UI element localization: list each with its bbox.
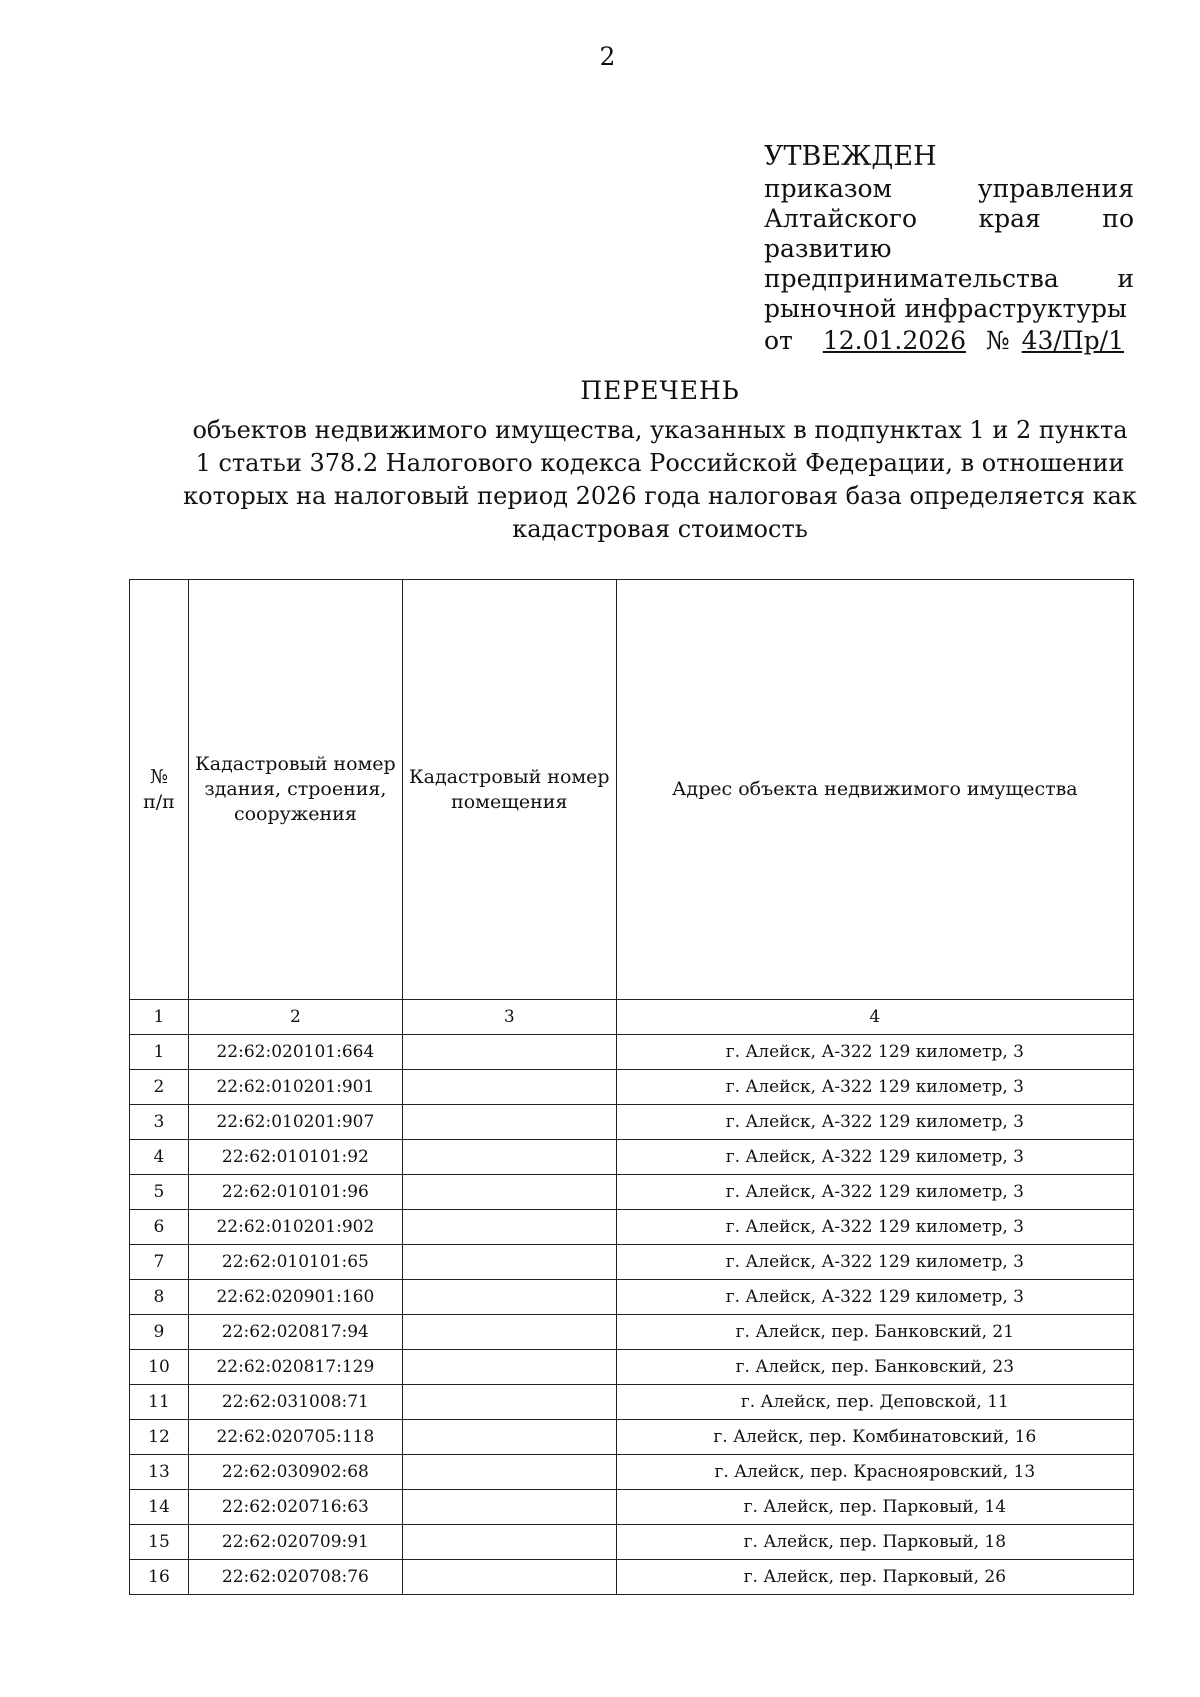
header-premises-cadastral: Кадастровый номер помещения: [402, 580, 616, 1000]
premises-cadastral-cell: [402, 1385, 616, 1420]
building-cadastral-cell: 22:62:031008:71: [188, 1385, 402, 1420]
building-cadastral-cell: 22:62:010101:96: [188, 1175, 402, 1210]
building-cadastral-cell: 22:62:020716:63: [188, 1490, 402, 1525]
premises-cadastral-cell: [402, 1245, 616, 1280]
building-cadastral-cell: 22:62:020101:664: [188, 1035, 402, 1070]
building-cadastral-cell: 22:62:020709:91: [188, 1525, 402, 1560]
table-row: [130, 1315, 1134, 1350]
row-number-cell: 9: [130, 1315, 189, 1350]
premises-cadastral-cell: [402, 1350, 616, 1385]
table-row: [130, 1490, 1134, 1525]
table-row: [130, 1105, 1134, 1140]
building-cadastral-cell: 22:62:020817:129: [188, 1350, 402, 1385]
header-number-sign: №: [149, 765, 168, 788]
row-number-cell: 4: [130, 1140, 189, 1175]
row-number-cell: 2: [130, 1070, 189, 1105]
premises-cadastral-cell: [402, 1140, 616, 1175]
building-cadastral-cell: 22:62:010201:901: [188, 1070, 402, 1105]
premises-cadastral-cell: [402, 1315, 616, 1350]
row-number-cell: 14: [130, 1490, 189, 1525]
address-cell: г. Алейск, пер. Комбинатовский, 16: [616, 1420, 1133, 1455]
premises-cadastral-cell: [402, 1105, 616, 1140]
premises-cadastral-cell: [402, 1280, 616, 1315]
table-row: [130, 1280, 1134, 1315]
header-building-cadastral: Кадастровый номер здания, строения, сооружения: [188, 580, 402, 1000]
table-row: [130, 1525, 1134, 1560]
building-cadastral-cell: 22:62:010101:92: [188, 1140, 402, 1175]
premises-cadastral-cell: [402, 1420, 616, 1455]
order-number-group: [986, 326, 1134, 356]
column-number: 4: [616, 1000, 1133, 1035]
table-row: [130, 1140, 1134, 1175]
address-cell: г. Алейск, пер. Деповской, 11: [616, 1385, 1133, 1420]
table-row: [130, 1070, 1134, 1105]
premises-cadastral-cell: [402, 1175, 616, 1210]
address-cell: г. Алейск, А-322 129 километр, 3: [616, 1175, 1133, 1210]
subtitle-line: 1 статьи 378.2 Налогового кодекса Российской Федерации, в отношении: [195, 449, 1125, 477]
row-number-cell: 1: [130, 1035, 189, 1070]
premises-cadastral-cell: [402, 1525, 616, 1560]
page-number: 2: [599, 42, 616, 71]
table-row: [130, 1035, 1134, 1070]
address-cell: г. Алейск, пер. Парковый, 18: [616, 1525, 1133, 1560]
order-line: [764, 326, 1134, 356]
approval-heading: УТВЕЖДЕН: [764, 141, 937, 172]
table-row: [130, 1455, 1134, 1490]
building-cadastral-cell: 22:62:030902:68: [188, 1455, 402, 1490]
column-number: 2: [188, 1000, 402, 1035]
property-registry-table: [129, 579, 1134, 1595]
order-from-label: от: [764, 326, 793, 355]
row-number-cell: 3: [130, 1105, 189, 1140]
address-cell: г. Алейск, пер. Банковский, 21: [616, 1315, 1133, 1350]
row-number-cell: 13: [130, 1455, 189, 1490]
address-cell: г. Алейск, пер. Парковый, 14: [616, 1490, 1133, 1525]
row-number-cell: 12: [130, 1420, 189, 1455]
table-row: [130, 1175, 1134, 1210]
column-number: 3: [402, 1000, 616, 1035]
address-cell: г. Алейск, А-322 129 километр, 3: [616, 1070, 1133, 1105]
premises-cadastral-cell: [402, 1490, 616, 1525]
header-number-abbr: п/п: [143, 790, 175, 813]
subtitle-line: кадастровая стоимость: [512, 515, 808, 543]
address-cell: г. Алейск, А-322 129 километр, 3: [616, 1210, 1133, 1245]
table-row: [130, 1560, 1134, 1595]
header-row-number: [130, 580, 189, 1000]
subtitle-line: которых на налоговый период 2026 года налоговая база определяется как: [183, 482, 1137, 510]
column-number-row: [130, 1000, 1134, 1035]
address-cell: г. Алейск, А-322 129 километр, 3: [616, 1105, 1133, 1140]
building-cadastral-cell: 22:62:020901:160: [188, 1280, 402, 1315]
row-number-cell: 6: [130, 1210, 189, 1245]
address-cell: г. Алейск, А-322 129 километр, 3: [616, 1245, 1133, 1280]
row-number-cell: 7: [130, 1245, 189, 1280]
subtitle-line: объектов недвижимого имущества, указанных в подпунктах 1 и 2 пункта: [192, 416, 1128, 444]
row-number-cell: 11: [130, 1385, 189, 1420]
row-number-cell: 10: [130, 1350, 189, 1385]
header-address: Адрес объекта недвижимого имущества: [616, 580, 1133, 1000]
table-row: [130, 1420, 1134, 1455]
address-cell: г. Алейск, А-322 129 километр, 3: [616, 1035, 1133, 1070]
building-cadastral-cell: 22:62:010201:902: [188, 1210, 402, 1245]
address-cell: г. Алейск, пер. Парковый, 26: [616, 1560, 1133, 1595]
table-row: [130, 1385, 1134, 1420]
row-number-cell: 8: [130, 1280, 189, 1315]
premises-cadastral-cell: [402, 1070, 616, 1105]
row-number-cell: 15: [130, 1525, 189, 1560]
address-cell: г. Алейск, А-322 129 километр, 3: [616, 1140, 1133, 1175]
building-cadastral-cell: 22:62:020708:76: [188, 1560, 402, 1595]
approval-body: приказом управления Алтайского края по развитию предпринимательства и рыночной инфраструктуры: [764, 174, 1134, 323]
address-cell: г. Алейск, А-322 129 километр, 3: [616, 1280, 1133, 1315]
table-body: [130, 1035, 1134, 1595]
building-cadastral-cell: 22:62:020817:94: [188, 1315, 402, 1350]
order-number-label: №: [986, 326, 1010, 355]
document-subtitle: [180, 414, 1140, 546]
row-number-cell: 16: [130, 1560, 189, 1595]
order-date: 12.01.2026: [822, 326, 966, 355]
table-header-row: [130, 580, 1134, 1000]
order-number: 43/Пр/1: [1021, 326, 1124, 355]
table-row: [130, 1245, 1134, 1280]
building-cadastral-cell: 22:62:020705:118: [188, 1420, 402, 1455]
building-cadastral-cell: 22:62:010101:65: [188, 1245, 402, 1280]
column-number: 1: [130, 1000, 189, 1035]
document-title: ПЕРЕЧЕНЬ: [580, 376, 740, 405]
row-number-cell: 5: [130, 1175, 189, 1210]
premises-cadastral-cell: [402, 1560, 616, 1595]
premises-cadastral-cell: [402, 1210, 616, 1245]
approval-block: [764, 142, 1134, 356]
address-cell: г. Алейск, пер. Краснояровский, 13: [616, 1455, 1133, 1490]
table-row: [130, 1210, 1134, 1245]
table-row: [130, 1350, 1134, 1385]
address-cell: г. Алейск, пер. Банковский, 23: [616, 1350, 1133, 1385]
building-cadastral-cell: 22:62:010201:907: [188, 1105, 402, 1140]
premises-cadastral-cell: [402, 1035, 616, 1070]
premises-cadastral-cell: [402, 1455, 616, 1490]
order-date-group: [764, 326, 986, 356]
